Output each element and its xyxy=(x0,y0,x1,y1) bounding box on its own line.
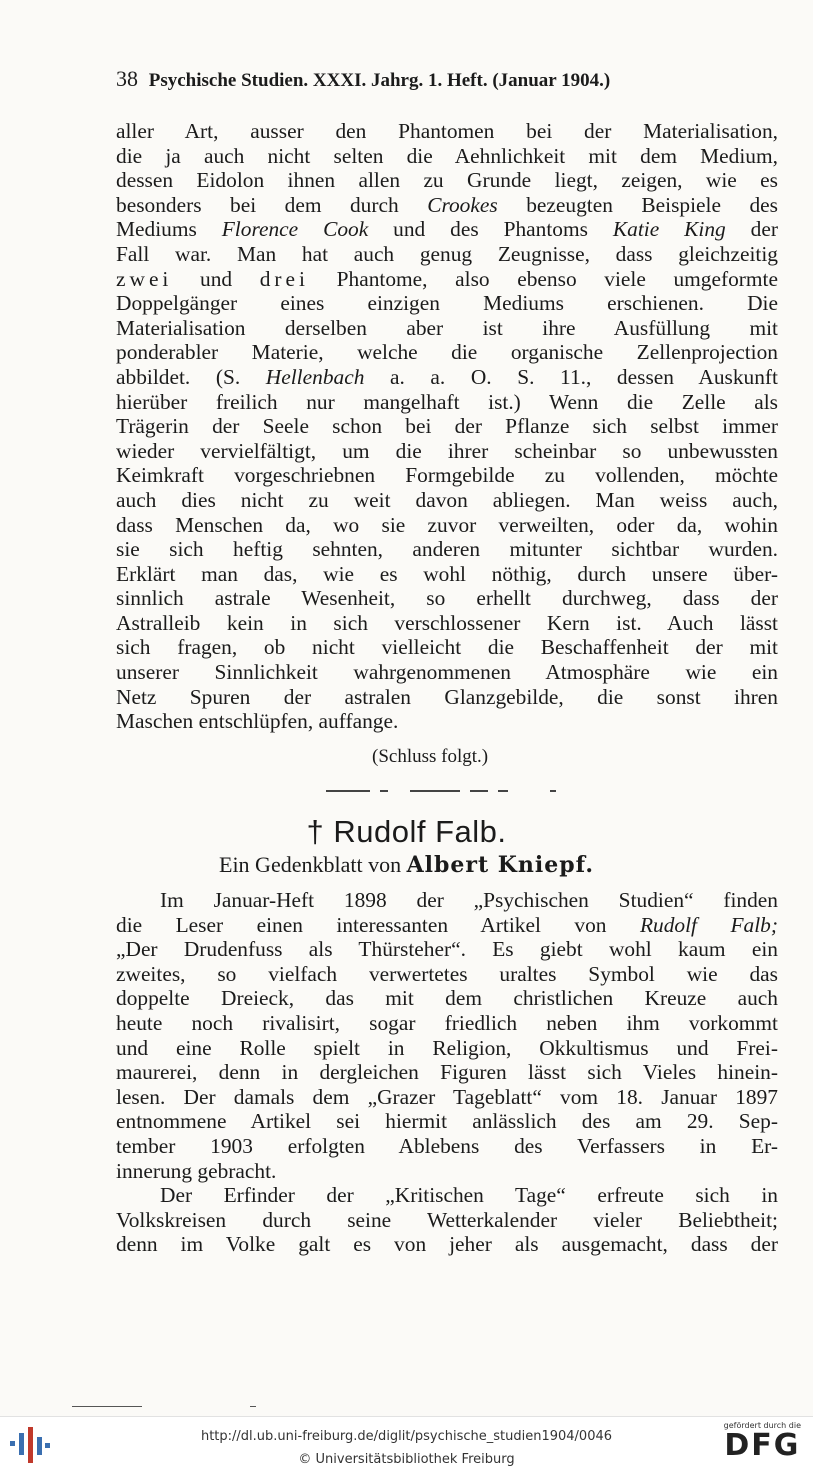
dfg-credit xyxy=(724,1421,801,1462)
dfg-logo: DFG xyxy=(724,1428,801,1463)
text-line: lesen. Der damals dem „Grazer Tageblatt“ vom 18. Januar 1897 xyxy=(116,1084,778,1109)
article-author: Albert Kniepf. xyxy=(406,852,594,878)
section-divider xyxy=(380,790,388,792)
permalink-link[interactable]: http://dl.ub.uni-freiburg.de/diglit/psychische_studien1904/0046 xyxy=(200,1429,613,1444)
text-line: Der Erfinder der „Kritischen Tage“ erfreute sich in xyxy=(160,1183,778,1208)
running-head xyxy=(116,66,778,92)
name-crookes: Crookes xyxy=(427,192,498,217)
spaced-word: drei xyxy=(259,266,309,291)
text-line: und eine Rolle spielt in Religion, Okkultismus und Frei- xyxy=(116,1035,778,1060)
name-florence-cook: Florence Cook xyxy=(221,217,369,242)
text-line: entnommene Artikel sei hiermit anlässlich des am 29. Sep- xyxy=(116,1109,778,1134)
text-line: zwei und drei Phantome, also ebenso viele umgeformte xyxy=(116,266,778,291)
text-line: besonders bei dem durch Crookes bezeugten Beispiele des xyxy=(116,192,778,217)
section-divider xyxy=(326,790,370,792)
article-title: † Rudolf Falb. xyxy=(306,814,507,849)
text-line: Astralleib kein in sich verschlossener Kern ist. Auch lässt xyxy=(116,610,778,635)
footer-bar xyxy=(0,1416,813,1474)
section-divider xyxy=(470,790,488,792)
text-line: Maschen entschlüpfen, auffange. xyxy=(116,709,399,734)
text-line: auch dies nicht zu weit davon abliegen. Man weiss auch, xyxy=(116,487,778,512)
page-number: 38 xyxy=(116,66,138,91)
text-line: dass Menschen da, wo sie zuvor verweilten, oder da, wohin xyxy=(116,512,778,537)
text-line: sie sich heftig sehnten, anderen mitunter sichtbar wurden. xyxy=(116,537,778,562)
name-katie-king: Katie King xyxy=(612,217,726,242)
text-line: innerung gebracht. xyxy=(116,1158,277,1183)
dfg-credit-text: gefördert durch die xyxy=(723,1421,801,1430)
text-line: Netz Spuren der astralen Glanzgebilde, die sonst ihren xyxy=(116,684,778,709)
text-line: ponderabler Materie, welche die organische Zellenprojection xyxy=(116,340,778,365)
running-title: Psychische Studien. XXXI. Jahrg. 1. Heft. (Januar 1904.) xyxy=(148,70,611,91)
scan-mark xyxy=(250,1406,256,1407)
continued-text xyxy=(116,119,778,734)
article-body xyxy=(116,888,778,1257)
article-subtitle: Ein Gedenkblatt von Albert Kniepf. xyxy=(219,852,594,878)
spaced-word: zwei xyxy=(116,266,173,291)
text-line: dessen Eidolon ihnen allen zu Grunde liegt, zeigen, wie es xyxy=(116,168,778,193)
text-line: Doppelgänger eines einzigen Mediums erschienen. Die xyxy=(116,291,778,316)
text-line: die Leser einen interessanten Artikel von Rudolf Falb; xyxy=(116,912,778,937)
text-line: Im Januar-Heft 1898 der „Psychischen Studien“ finden xyxy=(160,888,778,912)
text-line: zweites, so vielfach verwertetes uraltes Symbol wie das xyxy=(116,961,778,986)
text-line: maurerei, denn in dergleichen Figuren lässt sich Vieles hinein- xyxy=(116,1060,778,1085)
text-line: doppelte Dreieck, das mit dem christlichen Kreuze auch xyxy=(116,986,778,1011)
text-line: abbildet. (S. Hellenbach a. a. O. S. 11., dessen Auskunft xyxy=(116,364,778,389)
text-line: hierüber freilich nur mangelhaft ist.) Wenn die Zelle als xyxy=(116,389,778,414)
text-line: Erklärt man das, wie es wohl nöthig, durch unsere über- xyxy=(116,561,778,586)
to-be-continued-note: (Schluss folgt.) xyxy=(372,746,489,767)
text-line: Keimkraft vorgeschriebnen Formgebilde zu vollenden, möchte xyxy=(116,463,778,488)
text-line: Trägerin der Seele schon bei der Pflanze sich selbst immer xyxy=(116,414,778,439)
text-line: unserer Sinnlichkeit wahrgenommenen Atmosphäre wie ein xyxy=(116,660,778,685)
text-line: „Der Drudenfuss als Thürsteher“. Es giebt wohl kaum ein xyxy=(116,937,778,962)
text-line: Mediums Florence Cook und des Phantoms Katie King der xyxy=(116,217,778,242)
section-divider xyxy=(550,790,556,792)
text-line: heute noch rivalisirt, sogar friedlich neben ihm vorkommt xyxy=(116,1010,778,1035)
text-line: Volkskreisen durch seine Wetterkalender vieler Beliebtheit; xyxy=(116,1207,778,1232)
text-line: sinnlich astrale Wesenheit, so erhellt durchweg, dass der xyxy=(116,586,778,611)
text-line: Materialisation derselben aber ist ihre Ausfüllung mit xyxy=(116,315,778,340)
section-divider xyxy=(410,790,460,792)
text-line: aller Art, ausser den Phantomen bei der Materialisation, xyxy=(116,119,778,143)
name-rudolf-falb: Rudolf Falb; xyxy=(639,912,778,937)
text-line: denn im Volke galt es von jeher als ausgemacht, dass der xyxy=(116,1232,778,1257)
text-line: sich fragen, ob nicht vielleicht die Beschaffenheit der mit xyxy=(116,635,778,660)
copyright-notice: © Universitätsbibliothek Freiburg xyxy=(298,1452,515,1467)
text-line: wieder vervielfältigt, um die ihrer scheinbar so unbewussten xyxy=(116,438,778,463)
section-divider xyxy=(498,790,508,792)
text-line: die ja auch nicht selten die Aehnlichkeit mit dem Medium, xyxy=(116,143,778,168)
name-hellenbach: Hellenbach xyxy=(265,364,365,389)
text-line: tember 1903 erfolgten Ablebens des Verfassers in Er- xyxy=(116,1133,778,1158)
scan-mark xyxy=(72,1406,142,1407)
text-line: Fall war. Man hat auch genug Zeugnisse, dass gleichzeitig xyxy=(116,241,778,266)
